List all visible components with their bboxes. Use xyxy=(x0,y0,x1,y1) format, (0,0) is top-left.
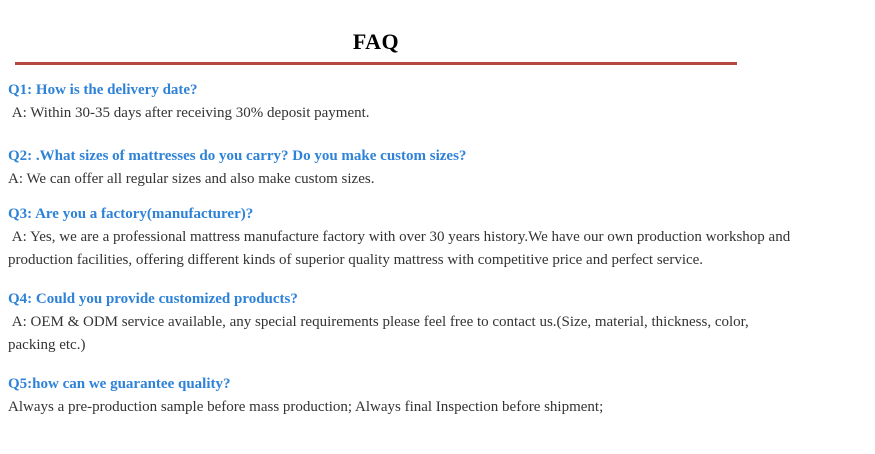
faq-answer-line: A: We can offer all regular sizes and also make custom sizes. xyxy=(8,171,375,187)
faq-answer-line: Always a pre-production sample before mass production; Always final Inspection before shipment; xyxy=(8,399,604,415)
faq-question: Q3: Are you a factory(manufacturer)? xyxy=(8,206,254,222)
title-underline xyxy=(15,62,737,65)
faq-item xyxy=(8,79,865,125)
faq-list xyxy=(8,79,865,419)
faq-item xyxy=(8,288,865,357)
faq-question: Q2: .What sizes of mattresses do you carry? Do you make custom sizes? xyxy=(8,148,467,164)
faq-question: Q4: Could you provide customized products? xyxy=(8,291,298,307)
faq-question: Q1: How is the delivery date? xyxy=(8,82,198,98)
faq-header xyxy=(0,30,752,65)
faq-question: Q5:how can we guarantee quality? xyxy=(8,376,231,392)
faq-answer-line: A: OEM & ODM service available, any special requirements please feel free to contact us.(Size, material, thickness, color, xyxy=(8,314,749,330)
faq-answer-line: A: Within 30-35 days after receiving 30% deposit payment. xyxy=(8,105,370,121)
faq-item xyxy=(8,203,865,272)
faq-page xyxy=(0,30,875,454)
faq-item xyxy=(8,373,865,419)
faq-answer-line: production facilities, offering different kinds of superior quality mattress with competitive price and perfect service. xyxy=(8,252,704,268)
faq-item xyxy=(8,145,865,191)
page-title: FAQ xyxy=(352,29,400,54)
faq-answer-line: packing etc.) xyxy=(8,337,86,353)
faq-answer-line: A: Yes, we are a professional mattress manufacture factory with over 30 years history.We have our own production workshop and xyxy=(8,229,791,245)
